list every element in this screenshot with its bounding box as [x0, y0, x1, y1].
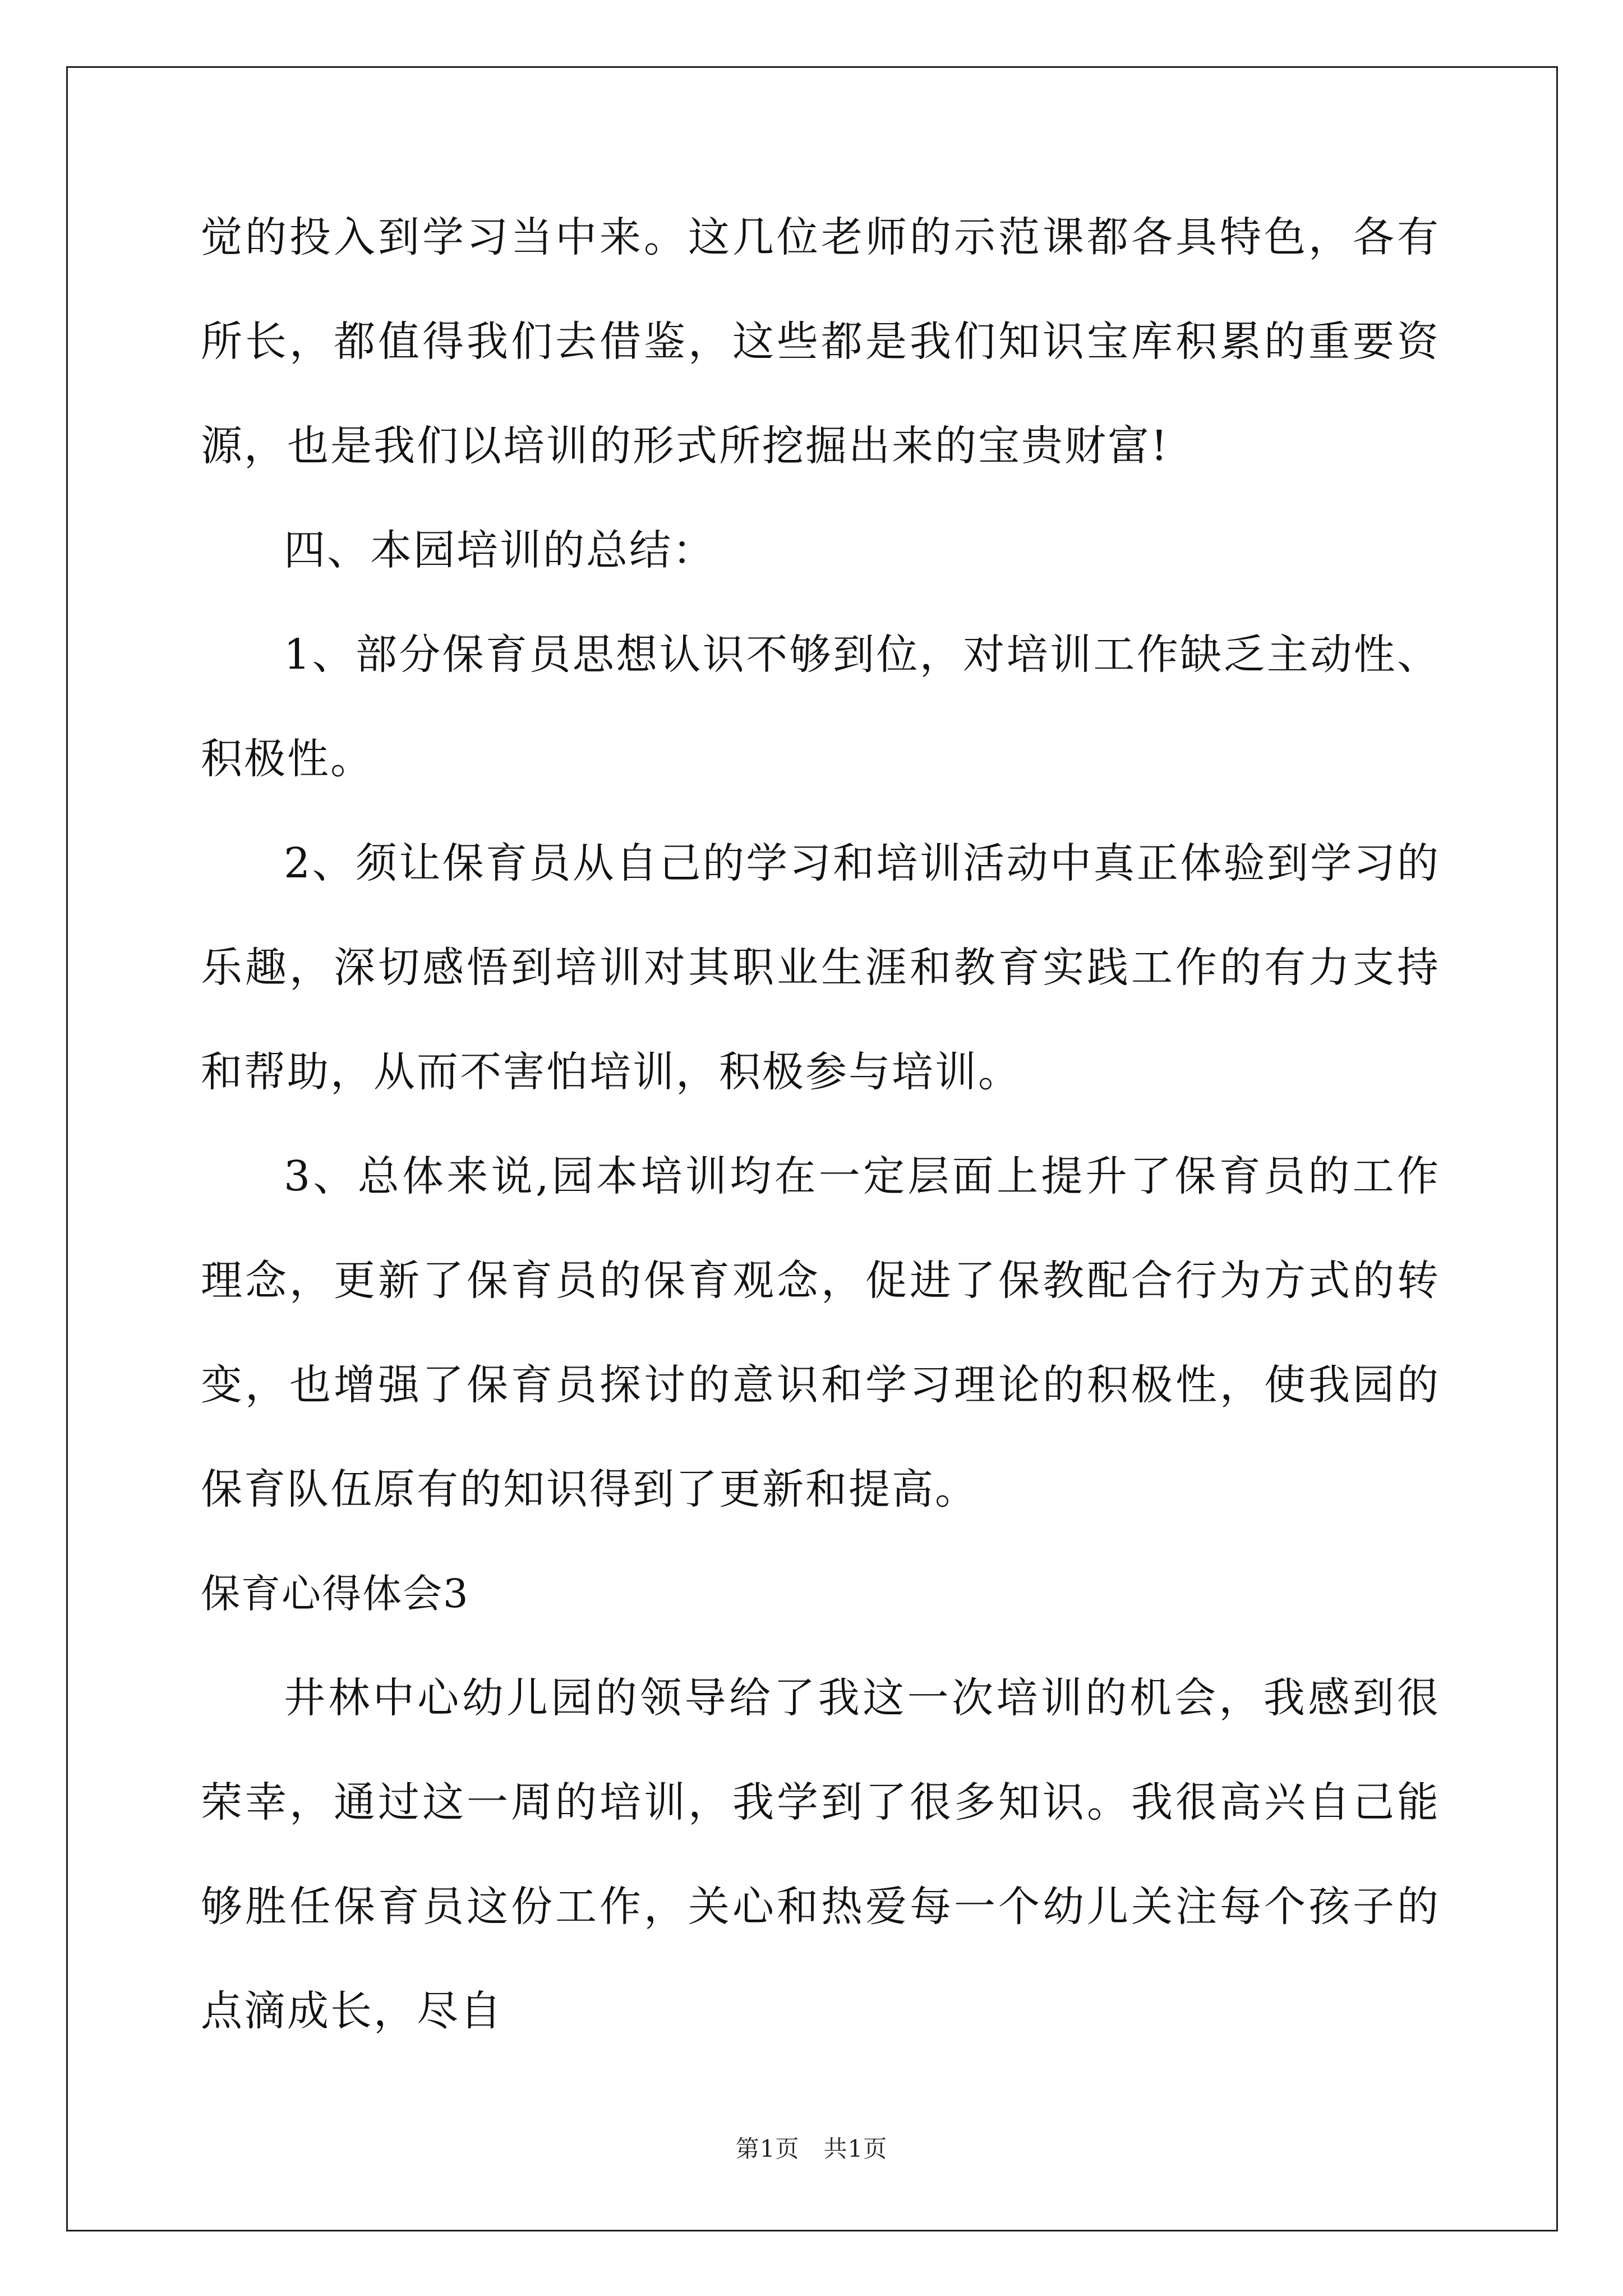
summary-item-1: 1、部分保育员思想认识不够到位，对培训工作缺乏主动性、积极性。: [201, 631, 1440, 783]
page-number-footer: 第1页 共1页: [735, 2135, 888, 2162]
essay-title: 保育心得体会3: [201, 1571, 469, 1617]
summary-item-2: 2、须让保育员从自己的学习和培训活动中真正体验到学习的乐趣，深切感悟到培训对其职业生涯和教育实践工作的有力支持和帮助，从而不害怕培训，积极参与培训。: [201, 839, 1440, 1096]
summary-item-3: 3、总体来说,园本培训均在一定层面上提升了保育员的工作理念，更新了保育员的保育观念，促进了保教配合行为方式的转变，也增强了保育员探讨的意识和学习理论的积极性，使我园的保育队伍原有的知识得到了更新和提高。: [201, 1152, 1440, 1513]
paragraph-continuation: 觉的投入到学习当中来。这几位老师的示范课都各具特色，各有所长，都值得我们去借鉴，这些都是我们知识宝库积累的重要资源，也是我们以培训的形式所挖掘出来的宝贵财富!: [201, 213, 1440, 470]
section-four-heading: 四、本园培训的总结：: [284, 526, 716, 574]
document-body: [201, 185, 1440, 2063]
essay-intro-paragraph: 井林中心幼儿园的领导给了我这一次培训的机会，我感到很荣幸，通过这一周的培训，我学到了很多知识。我很高兴自己能够胜任保育员这份工作，关心和热爱每一个幼儿关注每个孩子的点滴成长，尽自: [201, 1674, 1440, 2035]
